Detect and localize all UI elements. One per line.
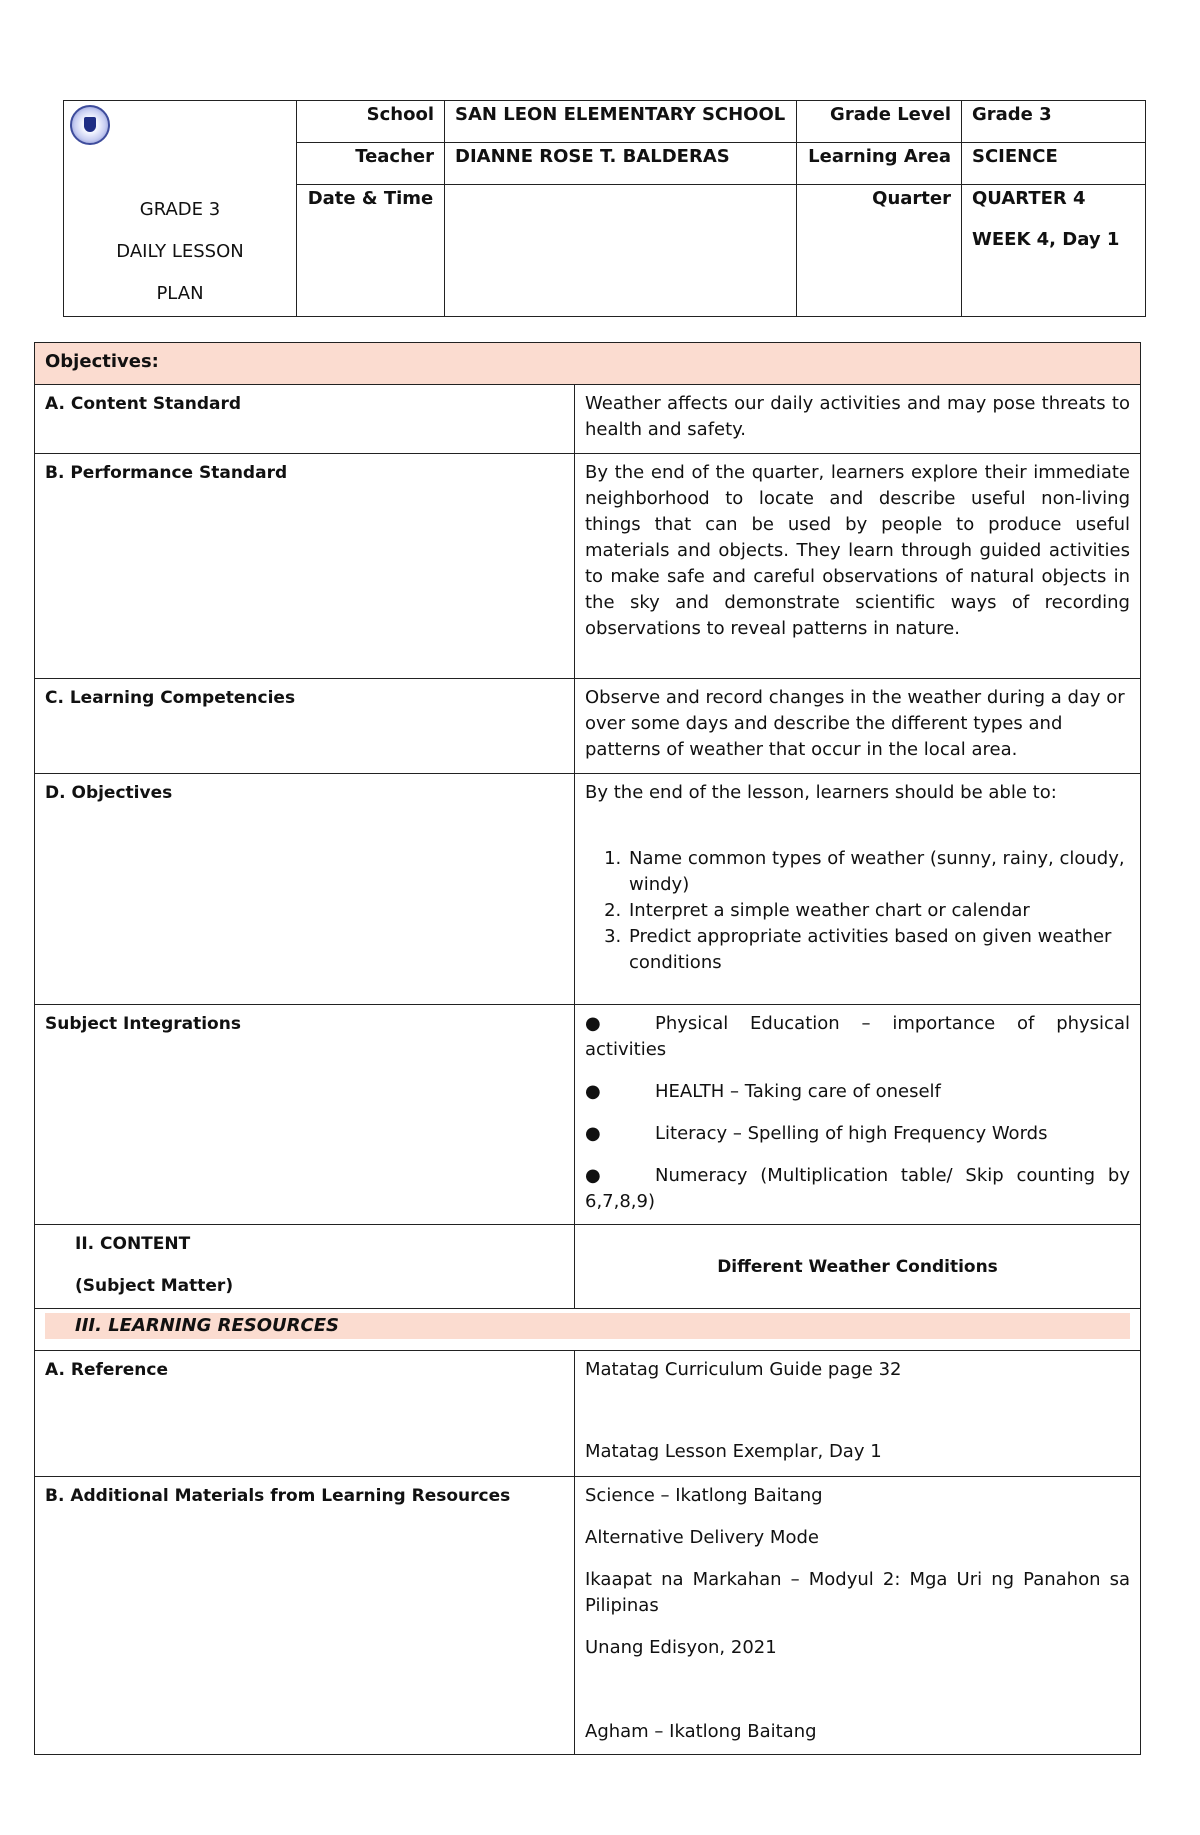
competencies-text: Observe and record changes in the weather during a day or over some days and describe the different types and patterns of weather that occur in the local area. bbox=[575, 679, 1141, 774]
title-line: GRADE 3 bbox=[139, 199, 221, 220]
objectives-label: D. Objectives bbox=[35, 774, 575, 1005]
bullet-icon: ● bbox=[585, 1081, 601, 1102]
reference-label: A. Reference bbox=[35, 1351, 575, 1477]
integrations-cell bbox=[575, 1005, 1141, 1225]
learning-area-label: Learning Area bbox=[797, 143, 962, 185]
content-standard-text: Weather affects our daily activities and may pose threats to health and safety. bbox=[575, 385, 1141, 454]
reference-cell bbox=[575, 1351, 1141, 1477]
material-line: Ikaapat na Markahan – Modyul 2: Mga Uri ng Panahon sa Pilipinas bbox=[585, 1569, 1130, 1616]
list-item: ● Numeracy (Multiplication table/ Skip counting by 6,7,8,9) bbox=[585, 1165, 1130, 1212]
date-time-label: Date & Time bbox=[297, 185, 445, 317]
additional-materials-label: B. Additional Materials from Learning Resources bbox=[35, 1477, 575, 1755]
bullet-icon: ● bbox=[585, 1165, 601, 1186]
content-standard-label: A. Content Standard bbox=[35, 385, 575, 454]
competencies-label: C. Learning Competencies bbox=[35, 679, 575, 774]
school-label: School bbox=[297, 101, 445, 143]
material-line: Unang Edisyon, 2021 bbox=[585, 1637, 777, 1658]
grade-level-label: Grade Level bbox=[797, 101, 962, 143]
reference-line: Matatag Lesson Exemplar, Day 1 bbox=[585, 1441, 882, 1462]
deped-seal-icon bbox=[70, 105, 110, 145]
objectives-cell bbox=[575, 774, 1141, 1005]
date-time-value bbox=[445, 185, 797, 317]
content-label-cell bbox=[35, 1225, 575, 1309]
additional-materials-cell bbox=[575, 1477, 1141, 1755]
week-value: WEEK 4, Day 1 bbox=[972, 228, 1120, 250]
performance-standard-label: B. Performance Standard bbox=[35, 454, 575, 679]
reference-line: Matatag Curriculum Guide page 32 bbox=[585, 1359, 902, 1380]
quarter-label: Quarter bbox=[797, 185, 962, 317]
list-item: ● Physical Education – importance of physical activities bbox=[585, 1013, 1130, 1060]
school-value: SAN LEON ELEMENTARY SCHOOL bbox=[445, 101, 797, 143]
header-logo-cell bbox=[64, 101, 297, 317]
resources-heading: III. LEARNING RESOURCES bbox=[45, 1313, 1130, 1339]
quarter-value: QUARTER 4 bbox=[972, 188, 1086, 210]
content-value: Different Weather Conditions bbox=[575, 1225, 1141, 1309]
header-table bbox=[63, 100, 1146, 317]
grade-level-value: Grade 3 bbox=[962, 101, 1146, 143]
performance-standard-text: By the end of the quarter, learners explore their immediate neighborhood to locate and describe useful non-living things that can be used by people to produce useful materials and objects. They learn through guided activities to make safe and careful observations of natural objects in the sky and demonstrate scientific ways of recording observations to reveal patterns in nature. bbox=[575, 454, 1141, 679]
material-line: Science – Ikatlong Baitang bbox=[585, 1485, 823, 1506]
resources-heading-cell bbox=[35, 1309, 1141, 1351]
material-line: Agham – Ikatlong Baitang bbox=[585, 1721, 817, 1742]
list-item: 1. Name common types of weather (sunny, rainy, cloudy, windy) bbox=[627, 846, 1130, 898]
objectives-heading: Objectives: bbox=[35, 343, 1141, 385]
objectives-intro: By the end of the lesson, learners should be able to: bbox=[585, 782, 1057, 803]
learning-area-value: SCIENCE bbox=[962, 143, 1146, 185]
dlp-title bbox=[64, 189, 296, 315]
bullet-icon: ● bbox=[585, 1013, 601, 1034]
material-line: Alternative Delivery Mode bbox=[585, 1527, 819, 1548]
title-line: PLAN bbox=[156, 283, 204, 304]
subject-matter-label: (Subject Matter) bbox=[75, 1276, 234, 1296]
title-line: DAILY LESSON bbox=[116, 241, 244, 262]
list-item: ● HEALTH – Taking care of oneself bbox=[585, 1079, 1130, 1105]
lesson-plan-table bbox=[34, 342, 1141, 1755]
list-item: 3. Predict appropriate activities based on given weather conditions bbox=[627, 924, 1130, 976]
bullet-icon: ● bbox=[585, 1123, 601, 1144]
quarter-cell bbox=[962, 185, 1146, 317]
teacher-value: DIANNE ROSE T. BALDERAS bbox=[445, 143, 797, 185]
teacher-label: Teacher bbox=[297, 143, 445, 185]
list-item: 2. Interpret a simple weather chart or calendar bbox=[627, 898, 1130, 924]
integrations-label: Subject Integrations bbox=[35, 1005, 575, 1225]
content-label: II. CONTENT bbox=[75, 1234, 191, 1254]
objectives-list bbox=[585, 846, 1130, 976]
list-item: ● Literacy – Spelling of high Frequency Words bbox=[585, 1121, 1130, 1147]
